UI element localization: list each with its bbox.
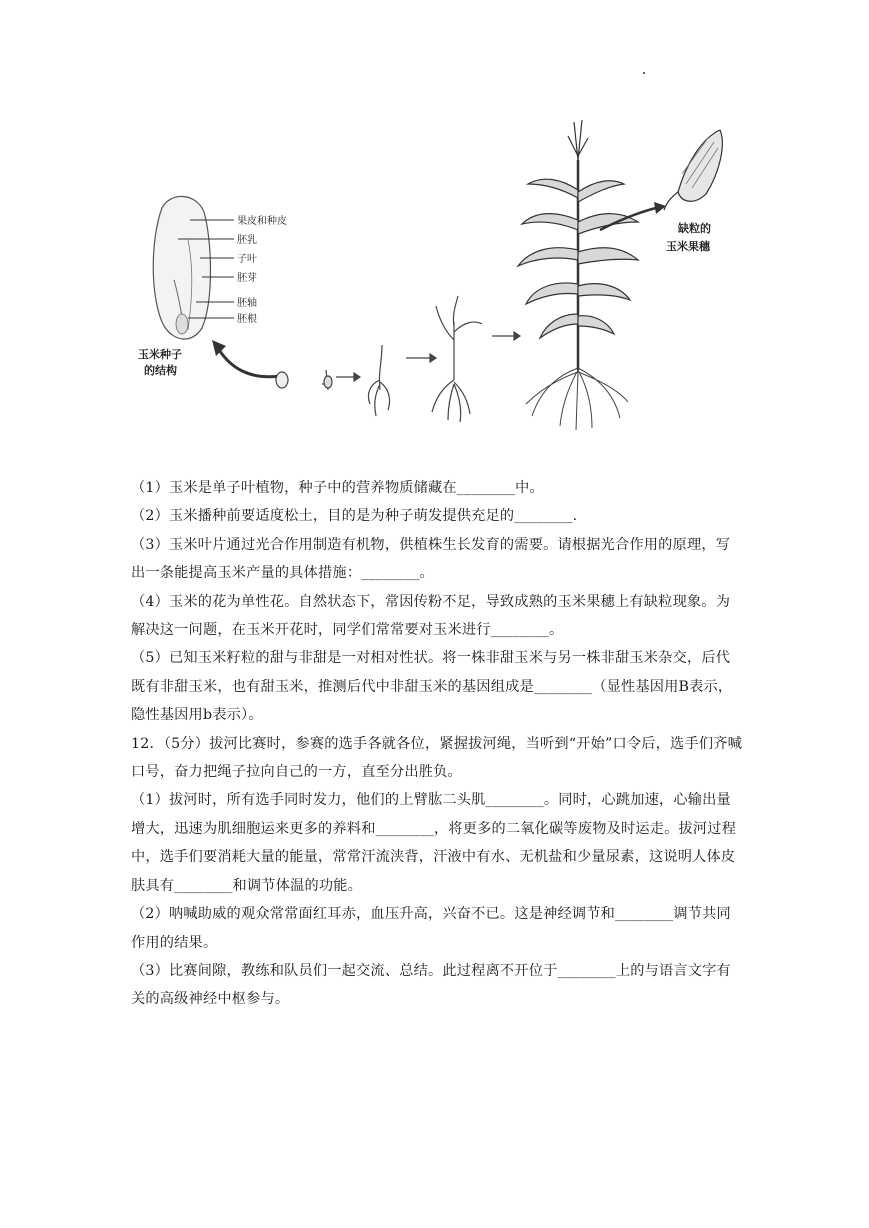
q12-stem: 12．（5分）拔河比赛时，参赛的选手各就各位，紧握拔河绳，当听到“开始”口令后，选手们齐喊口号，奋力把绳子拉向自己的一方，直至分出胜负。 bbox=[131, 735, 742, 781]
q11-3: （3）玉米叶片通过光合作用制造有机物，供植株生长发育的需要。请根据光合作用的原理，写出一条能提高玉米产量的具体措施：________。 bbox=[131, 536, 731, 582]
mature-corn-plant bbox=[518, 120, 638, 370]
stray-dot bbox=[643, 72, 645, 74]
q12-1: （1）拔河时，所有选手同时发力，他们的上臂肱二头肌________。同时，心跳加速，心输出量增大，迅速为肌细胞运来更多的养料和________，将更多的二氧化碳等废物及时运走。拔河过程中，选手们要消耗大量的能量，常常汗流浃背，汗液中有水、无机盐和少量尿素，这说明人体皮肤具有________和调节体温的功能。 bbox=[131, 792, 737, 894]
q12-2: （2）呐喊助威的观众常常面红耳赤，血压升高，兴奋不已。这是神经调节和________调节共同作用的结果。 bbox=[131, 906, 731, 951]
q11-5: （5）已知玉米籽粒的甜与非甜是一对相对性状。将一株非甜玉米与另一株非甜玉米杂交，后代既有非甜玉米，也有甜玉米，推测后代中非甜玉米的基因组成是________（显性基因用B表示，隐性基因用b表示）。 bbox=[131, 650, 733, 724]
mature-corn-roots bbox=[526, 368, 628, 430]
q11-1: （1）玉米是单子叶植物，种子中的营养物质储藏在________中。 bbox=[131, 480, 544, 496]
seed-structure-labels bbox=[237, 214, 287, 325]
corn-lifecycle-figure bbox=[130, 100, 770, 440]
q11-2: （2）玉米播种前要适度松土，目的是为种子萌发提供充足的________. bbox=[131, 508, 578, 525]
germination-stages bbox=[276, 296, 520, 422]
ear-caption-line2: 玉米果穗 bbox=[666, 240, 710, 253]
corn-ear-diagram bbox=[664, 130, 722, 210]
seed-caption-line1: 玉米种子 bbox=[138, 348, 182, 361]
seed-caption-line2: 的结构 bbox=[144, 364, 177, 377]
ear-caption-line1: 缺粒的 bbox=[678, 222, 711, 235]
label-hypocotyl: 胚轴 bbox=[237, 298, 257, 309]
question-text bbox=[131, 474, 743, 1014]
label-endosperm: 胚乳 bbox=[237, 235, 257, 246]
q11-4: （4）玉米的花为单性花。自然状态下，常因传粉不足，导致成熟的玉米果穗上有缺粒现象。为解决这一问题，在玉米开花时，同学们常常要对玉米进行________。 bbox=[131, 593, 731, 639]
label-pericarp: 果皮和种皮 bbox=[237, 216, 287, 227]
label-plumule: 胚芽 bbox=[237, 273, 257, 284]
label-radicle: 胚根 bbox=[237, 314, 257, 325]
curved-arrow bbox=[218, 348, 280, 377]
label-cotyledon: 子叶 bbox=[237, 254, 257, 265]
q12-3: （3）比赛间隙，教练和队员们一起交流、总结。此过程离不开位于________上的与语言文字有关的高级神经中枢参与。 bbox=[131, 962, 731, 1008]
